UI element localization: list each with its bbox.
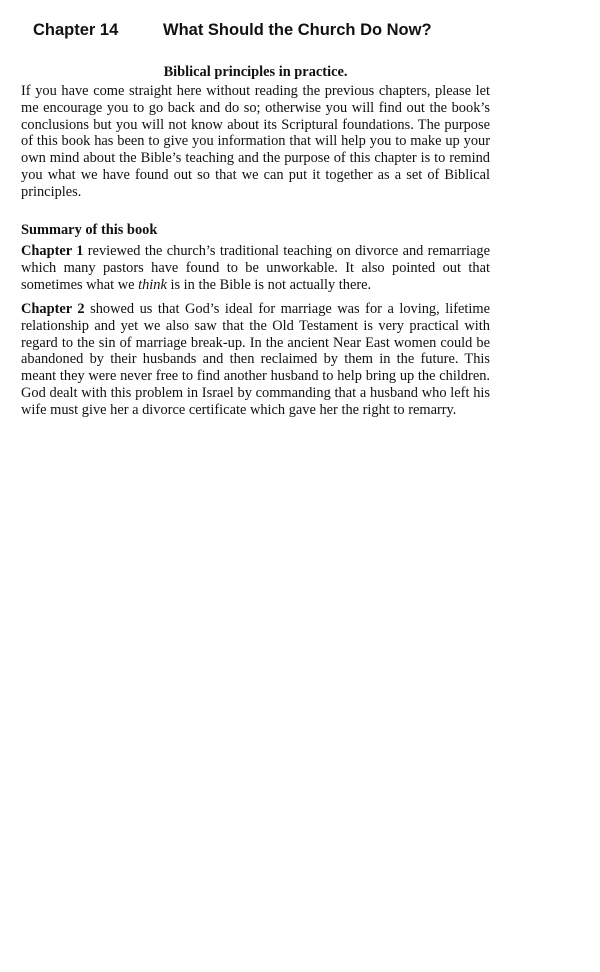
chapter-1-emphasis: think [138, 276, 167, 293]
chapter-1-paragraph [21, 243, 490, 293]
chapter-1-text-before: reviewed the church’s traditional teaching on divorce and remarriage which many pastors have found to be unworkable. It also pointed out that sometimes what we [21, 243, 490, 293]
chapter-number: Chapter 14 [33, 21, 119, 39]
section-heading: Biblical principles in practice. [163, 64, 348, 80]
chapter-2-paragraph [21, 301, 490, 419]
chapter-1-text-after: is in the Bible is not actually there. [166, 276, 372, 293]
chapter-title: What Should the Church Do Now? [163, 21, 432, 39]
chapter-2-lead: Chapter 2 [21, 301, 85, 317]
summary-heading: Summary of this book [21, 222, 158, 238]
chapter-2-text: showed us that God’s ideal for marriage was for a loving, lifetime relationship and yet we also saw that the Old Testament is very practical with regard to the sin of marriage break-up. In the ancient Near East women could be abandoned by their husbands and then reclaimed by them in the future. This meant they were never free to find another husband to help bring up the children. God dealt with this problem in Israel by commanding that a husband who left his wife must give her a divorce certificate which gave her the right to remarry. [21, 301, 490, 418]
chapter-1-lead: Chapter 1 [21, 243, 84, 259]
intro-paragraph: If you have come straight here without reading the previous chapters, please let me encourage you to go back and do so; otherwise you will find out the book’s conclusions but you will not know about its Scriptural foundations. The purpose of this book has been to give you information that will help you to make up your own mind about the Bible’s teaching and the purpose of this chapter is to remind you what we have found out so that we can put it together as a set of Biblical principles. [21, 83, 490, 200]
